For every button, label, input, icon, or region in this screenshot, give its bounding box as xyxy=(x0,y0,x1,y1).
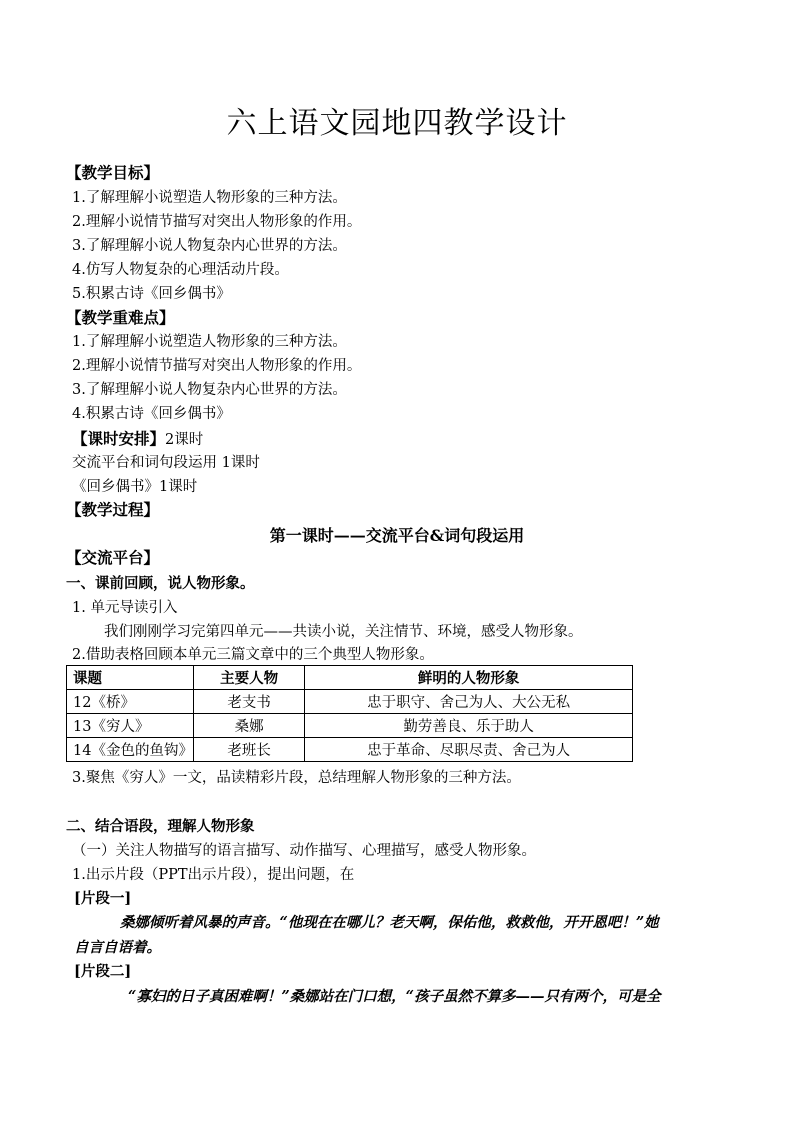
section-2-subtitle: （一）关注人物描写的语言描写、动作描写、心理描写，感受人物形象。 xyxy=(72,843,536,859)
key-item: 1.了解理解小说塑造人物形象的三种方法。 xyxy=(72,334,347,350)
schedule-value: 2课时 xyxy=(165,432,204,448)
goal-item: 4.仿写人物复杂的心理活动片段。 xyxy=(72,262,289,278)
keys-heading: 【教学重难点】 xyxy=(66,308,175,327)
key-item: 2.理解小说情节描写对突出人物形象的作用。 xyxy=(72,358,362,374)
character-table xyxy=(66,665,633,762)
goals-heading: 【教学目标】 xyxy=(66,163,160,182)
table-row xyxy=(67,690,633,714)
table-row xyxy=(67,738,633,762)
key-item: 3.了解理解小说人物复杂内心世界的方法。 xyxy=(72,382,347,398)
table-cell: 勤劳善良、乐于助人 xyxy=(305,714,633,738)
section-1-text: 我们刚刚学习完第四单元——共读小说，关注情节、环境，感受人物形象。 xyxy=(104,624,583,640)
exchange-heading: 【交流平台】 xyxy=(66,548,160,567)
key-item: 4.积累古诗《回乡偶书》 xyxy=(72,406,231,422)
table-cell: 桑娜 xyxy=(193,714,304,738)
fragment-2-line: “寡妇的日子真困难啊！”桑娜站在门口想，“孩子虽然不算多——只有两个，可是全 xyxy=(128,988,661,1005)
schedule-heading: 【课时安排】 xyxy=(72,429,166,448)
schedule-line xyxy=(72,429,203,450)
table-cell: 13《穷人》 xyxy=(67,714,194,738)
fragment-2-label: [片段二] xyxy=(74,963,132,980)
goal-item: 3.了解理解小说人物复杂内心世界的方法。 xyxy=(72,238,347,254)
table-row xyxy=(67,714,633,738)
table-cell: 老班长 xyxy=(193,738,304,762)
page-title: 六上语文园地四教学设计 xyxy=(226,106,568,141)
goal-item: 5.积累古诗《回乡偶书》 xyxy=(72,286,231,302)
table-header-cell: 课题 xyxy=(67,666,194,690)
goal-item: 2.理解小说情节描写对突出人物形象的作用。 xyxy=(72,214,362,230)
table-cell: 12《桥》 xyxy=(67,690,194,714)
fragment-1-label: [片段一] xyxy=(74,890,132,907)
section-1-item-1: 1. 单元导读引入 xyxy=(72,600,178,616)
section-2-title: 二、结合语段，理解人物形象 xyxy=(66,818,255,835)
section-1-item-2: 2.借助表格回顾本单元三篇文章中的三个典型人物形象。 xyxy=(72,647,434,663)
table-cell: 14《金色的鱼钩》 xyxy=(67,738,194,762)
lesson-title: 第一课时——交流平台&词句段运用 xyxy=(269,526,525,545)
fragment-1-line: 桑娜倾听着风暴的声音。“他现在在哪儿？老天啊，保佑他，救救他，开开恩吧！”她 xyxy=(120,914,659,931)
schedule-item: 《回乡偶书》1课时 xyxy=(72,479,198,495)
schedule-item: 交流平台和词句段运用 1课时 xyxy=(72,455,260,471)
table-cell: 老支书 xyxy=(193,690,304,714)
fragment-1-line: 自言自语着。 xyxy=(74,939,161,956)
section-1-title: 一、课前回顾，说人物形象。 xyxy=(66,575,255,592)
table-header-row xyxy=(67,666,633,690)
table-header-cell: 主要人物 xyxy=(193,666,304,690)
section-2-item-1: 1.出示片段（PPT出示片段），提出问题，在 xyxy=(72,867,355,883)
table-cell: 忠于职守、舍己为人、大公无私 xyxy=(305,690,633,714)
table-cell: 忠于革命、尽职尽责、舍己为人 xyxy=(305,738,633,762)
table-header-cell: 鲜明的人物形象 xyxy=(305,666,633,690)
section-1-item-3: 3.聚焦《穷人》一文，品读精彩片段，总结理解人物形象的三种方法。 xyxy=(72,770,521,786)
goal-item: 1.了解理解小说塑造人物形象的三种方法。 xyxy=(72,190,347,206)
process-heading: 【教学过程】 xyxy=(66,500,160,519)
